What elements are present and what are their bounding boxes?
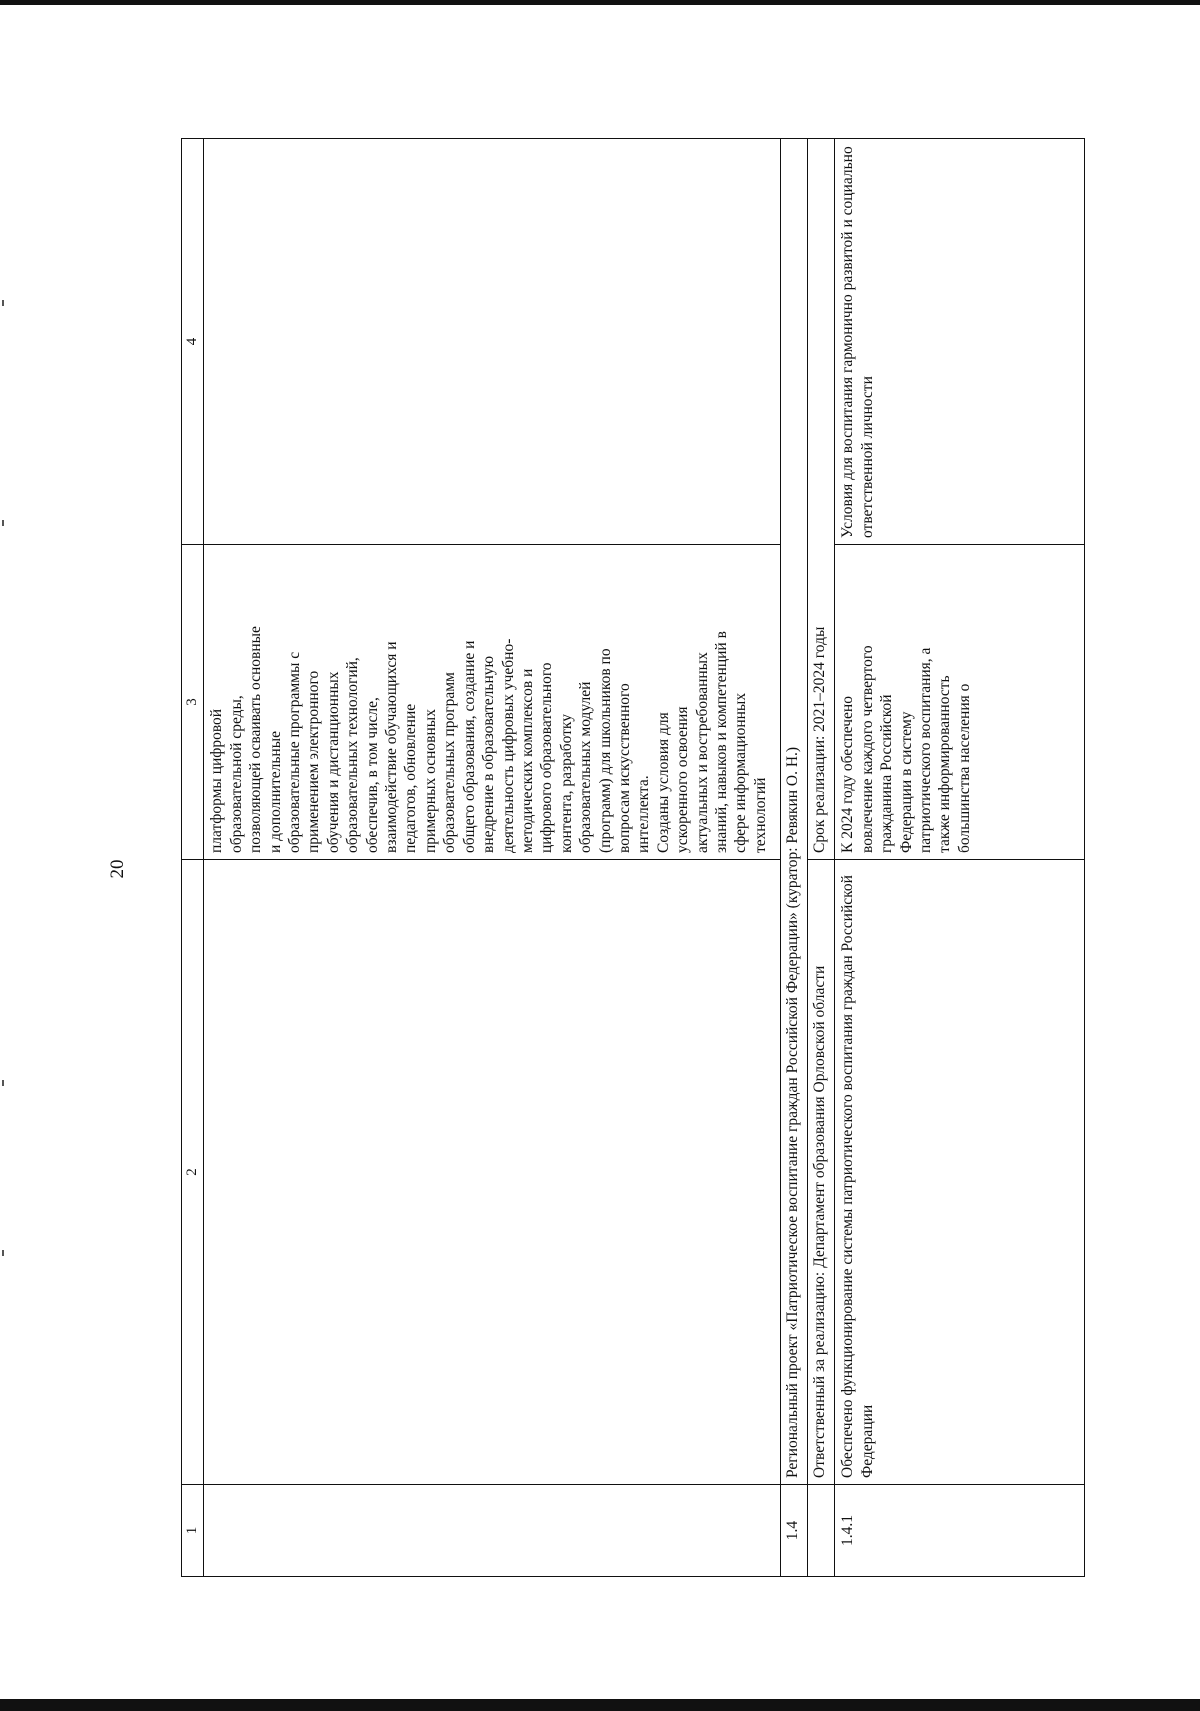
task-number: 1.4.1 — [835, 1485, 1085, 1577]
responsible-row — [808, 139, 835, 1577]
scan-speck — [2, 300, 4, 306]
scan-speck — [2, 520, 4, 526]
term-text: Срок реализации: 2021–2024 годы — [808, 139, 835, 860]
project-number: 1.4 — [781, 1485, 808, 1577]
project-title: Региональный проект «Патриотическое воспитание граждан Российской Федерации» (куратор: Ревякин О. Н.) — [781, 139, 808, 1485]
program-table — [181, 138, 1085, 1577]
scan-top-edge — [0, 0, 1200, 5]
rotated-table-container — [181, 139, 1085, 1577]
task-row — [835, 139, 1085, 1577]
project-row — [781, 139, 808, 1577]
header-col-2: 2 — [182, 860, 204, 1485]
continuation-row — [204, 139, 781, 1577]
scan-speck — [2, 1250, 4, 1256]
continuation-number — [204, 1485, 781, 1577]
header-col-4: 4 — [182, 139, 204, 545]
page-number: 20 — [107, 859, 128, 879]
header-row — [182, 139, 204, 1577]
responsible-text: Ответственный за реализацию: Департамент образования Орловской области — [808, 860, 835, 1485]
continuation-task — [204, 860, 781, 1485]
continuation-indicator — [204, 139, 781, 545]
header-col-1: 1 — [182, 1485, 204, 1577]
task-result: К 2024 году обеспечено вовлечение каждого четвертого гражданина Российской Федерации в систему патриотического воспитания, а также информированность большинства населения о — [835, 545, 1085, 860]
scan-speck — [2, 1080, 4, 1086]
task-text: Обеспечено функционирование системы патриотического воспитания граждан Российской Федерации — [835, 860, 1085, 1485]
responsible-number — [808, 1485, 835, 1577]
continuation-result: платформы цифровой образовательной среды, позволяющей осваивать основные и дополнительные образовательные программы с применением электронного обучения и дистанционных образовательных технологий, обеспечив, в том числе, взаимодействие обучающихся и педагогов, обновление примерных основных образовательных программ общего образования, создание и внедрение в образовательную деятельность цифровых учебно- методических комплексов и цифрового образовательного контента, разработку образовательных модулей (программ) для школьников по вопросам искусственного интеллекта. Созданы условия для ускоренного освоения актуальных и востребованных знаний, навыков и компетенций в сфере информационных технологий — [204, 545, 781, 860]
header-col-3: 3 — [182, 545, 204, 860]
scan-bottom-edge — [0, 1699, 1200, 1711]
task-indicator: Условия для воспитания гармонично развитой и социально ответственной личности — [835, 139, 1085, 545]
